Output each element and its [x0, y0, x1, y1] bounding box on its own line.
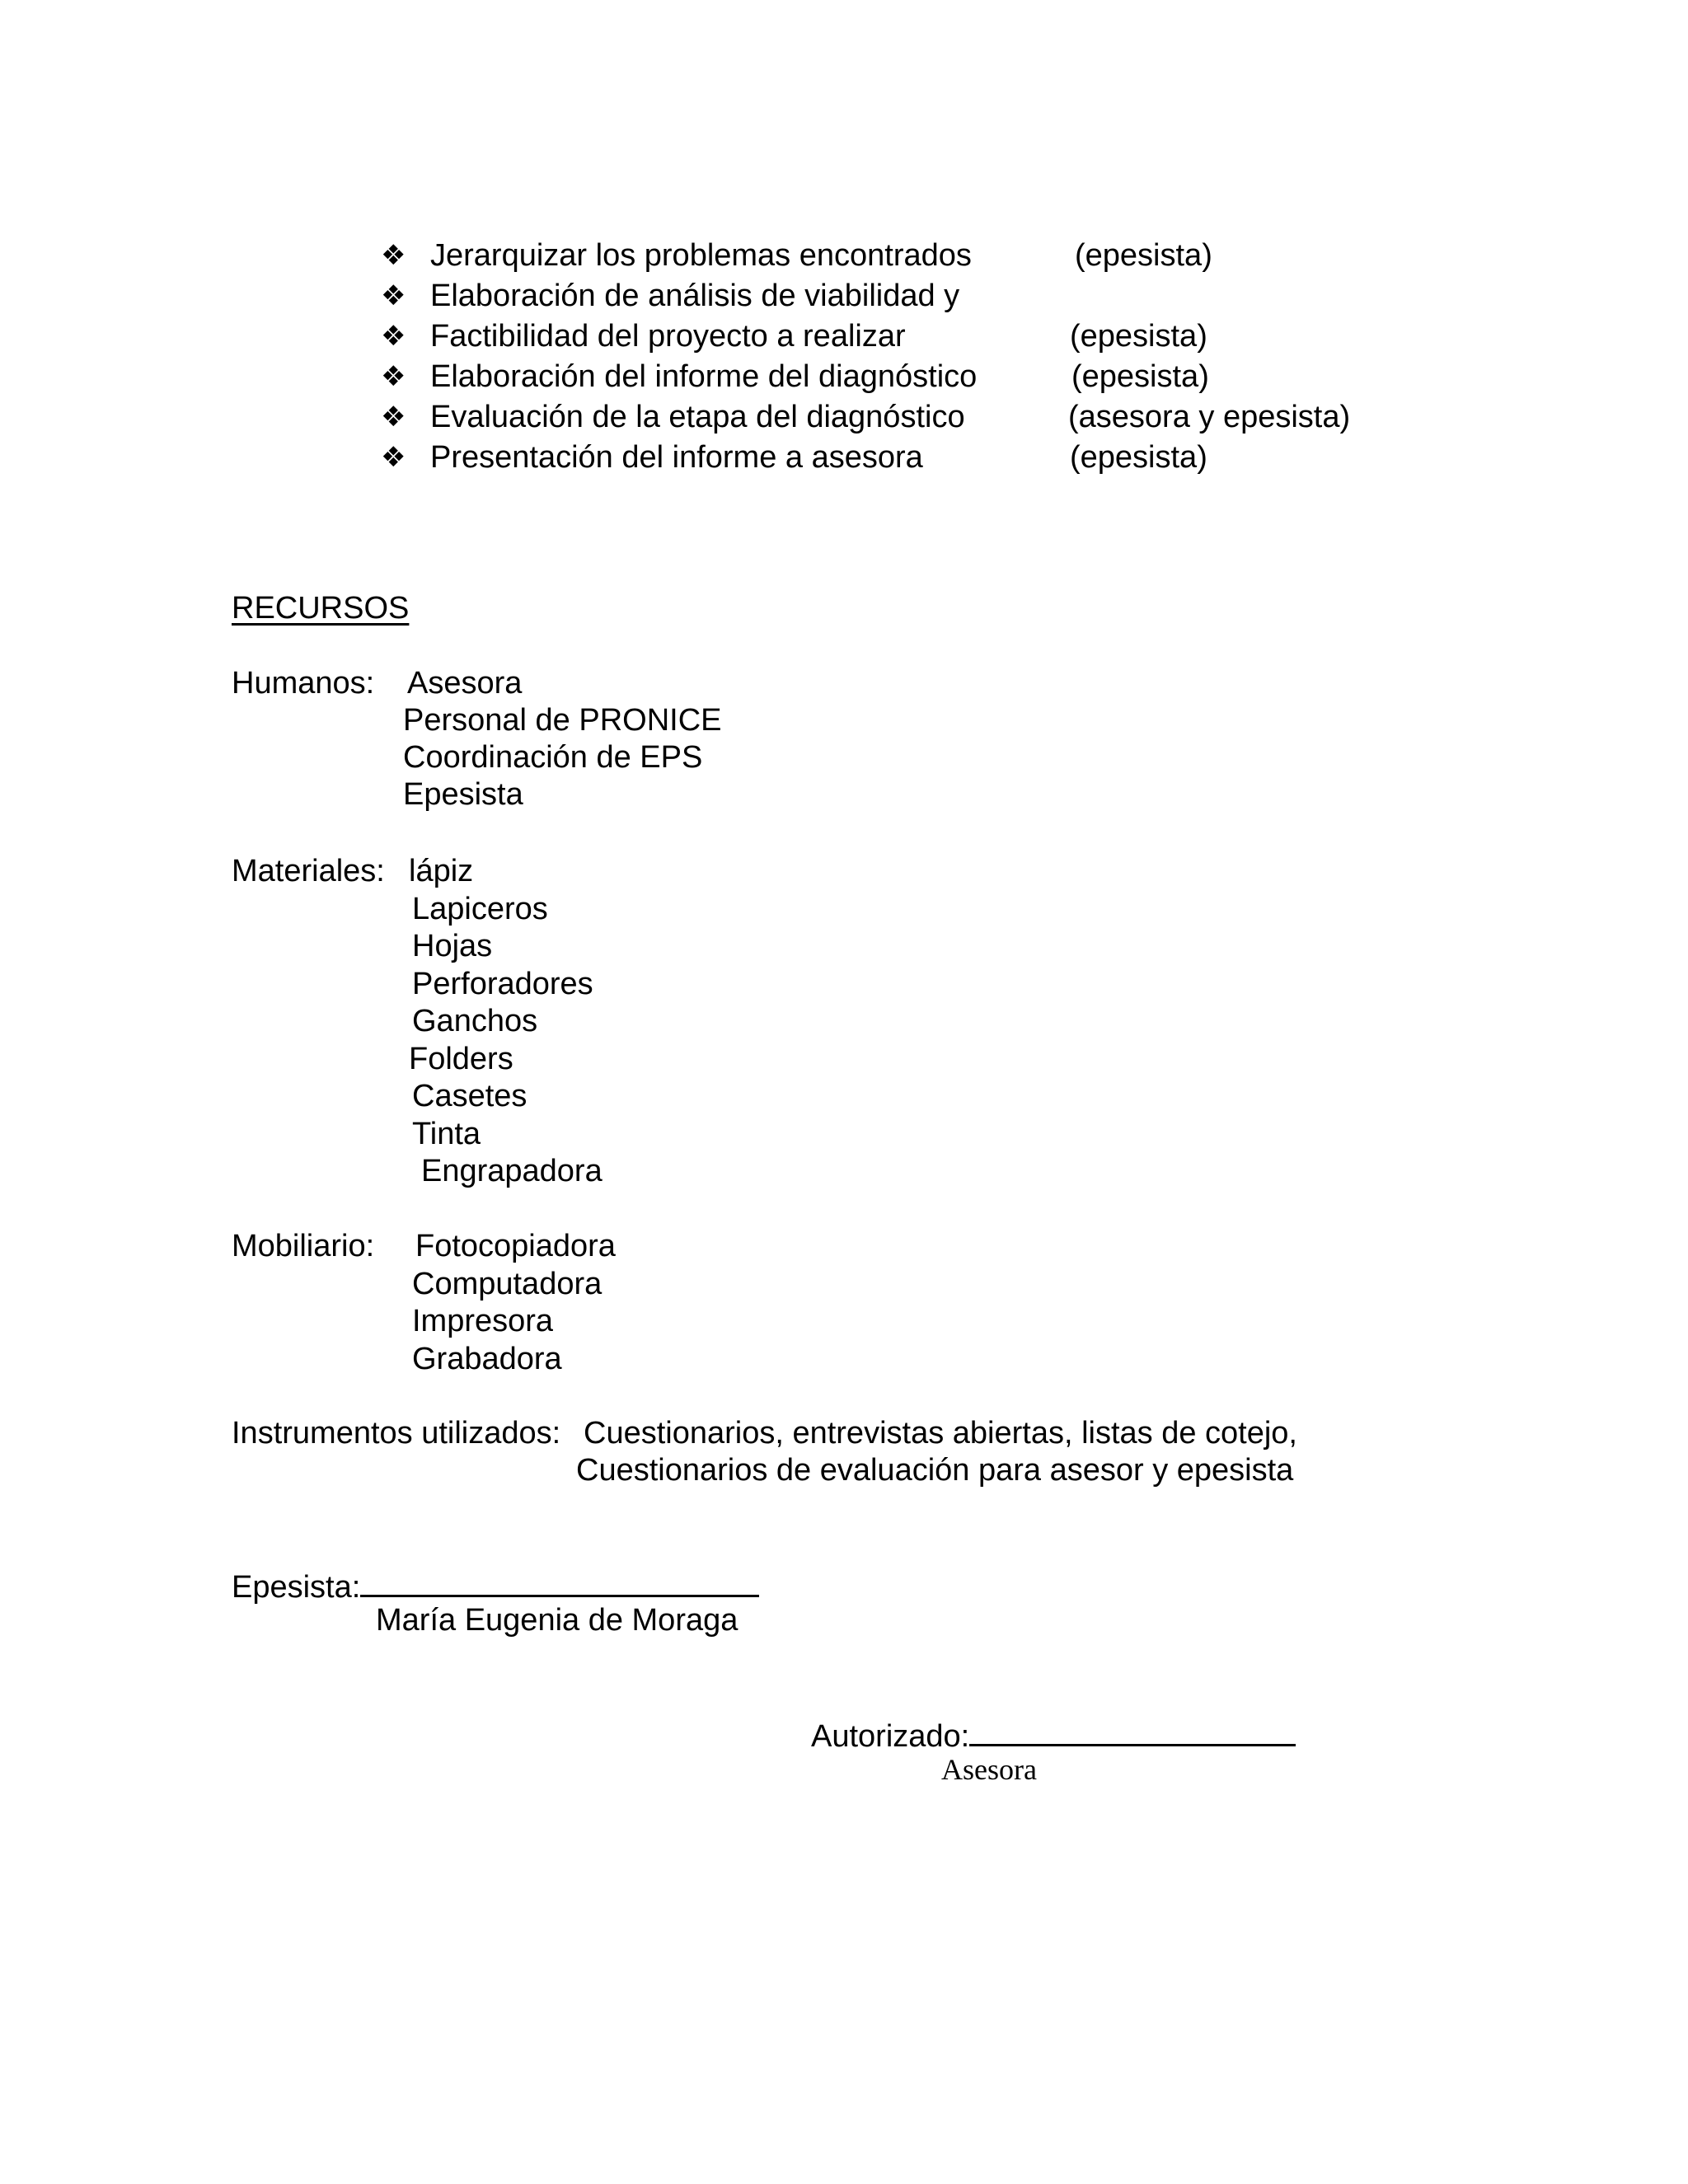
humanos-item: Personal de PRONICE	[403, 703, 722, 738]
diamond-bullet-icon: ❖	[381, 239, 406, 272]
materiales-item: Casetes	[412, 1079, 528, 1113]
mobiliario-item: Grabadora	[412, 1342, 562, 1376]
diamond-bullet-icon: ❖	[381, 401, 406, 434]
activity-task: Jerarquizar los problemas encontrados	[430, 238, 972, 273]
materiales-item: Folders	[409, 1042, 513, 1076]
materiales-item: Hojas	[412, 929, 493, 963]
epesista-signature-row	[232, 1563, 759, 1606]
epesista-label: Epesista:	[232, 1570, 361, 1605]
activity-responsible: (epesista)	[1075, 238, 1212, 273]
autorizado-role: Asesora	[941, 1753, 1037, 1786]
signature-line	[969, 1713, 1296, 1746]
signature-line	[360, 1563, 759, 1597]
materiales-item: Lapiceros	[412, 892, 548, 926]
diamond-bullet-icon: ❖	[381, 279, 406, 312]
epesista-name: María Eugenia de Moraga	[376, 1603, 738, 1638]
materiales-item: Ganchos	[412, 1004, 538, 1038]
instrumentos-line: Cuestionarios, entrevistas abiertas, listas de cotejo,	[584, 1416, 1297, 1451]
activity-responsible: (epesista)	[1070, 319, 1207, 354]
humanos-label: Humanos:	[232, 666, 375, 701]
humanos-item: Epesista	[403, 777, 523, 812]
diamond-bullet-icon: ❖	[381, 320, 406, 353]
humanos-item: Coordinación de EPS	[403, 740, 703, 775]
activity-task: Elaboración de análisis de viabilidad y	[430, 279, 960, 313]
materiales-item: lápiz	[409, 854, 474, 888]
activity-task: Evaluación de la etapa del diagnóstico	[430, 400, 965, 434]
activity-task: Elaboración del informe del diagnóstico	[430, 359, 978, 394]
autorizado-signature-row	[811, 1713, 1296, 1755]
autorizado-label: Autorizado:	[811, 1719, 970, 1754]
activity-task: Factibilidad del proyecto a realizar	[430, 319, 906, 354]
mobiliario-label: Mobiliario:	[232, 1229, 375, 1263]
activity-responsible: (epesista)	[1071, 359, 1209, 394]
instrumentos-line: Cuestionarios de evaluación para asesor y epesista	[576, 1453, 1294, 1488]
diamond-bullet-icon: ❖	[381, 441, 406, 474]
mobiliario-item: Computadora	[412, 1267, 603, 1301]
activity-task: Presentación del informe a asesora	[430, 440, 923, 475]
instrumentos-label: Instrumentos utilizados:	[232, 1416, 561, 1451]
activity-responsible: (asesora y epesista)	[1068, 400, 1351, 434]
activity-responsible: (epesista)	[1070, 440, 1207, 475]
mobiliario-item: Fotocopiadora	[415, 1229, 616, 1263]
humanos-item: Asesora	[407, 666, 523, 701]
mobiliario-item: Impresora	[412, 1304, 554, 1338]
materiales-item: Perforadores	[412, 967, 593, 1001]
materiales-label: Materiales:	[232, 854, 385, 888]
materiales-item: Tinta	[412, 1117, 481, 1151]
diamond-bullet-icon: ❖	[381, 360, 406, 393]
recursos-heading: RECURSOS	[232, 591, 410, 626]
materiales-item: Engrapadora	[421, 1154, 603, 1188]
